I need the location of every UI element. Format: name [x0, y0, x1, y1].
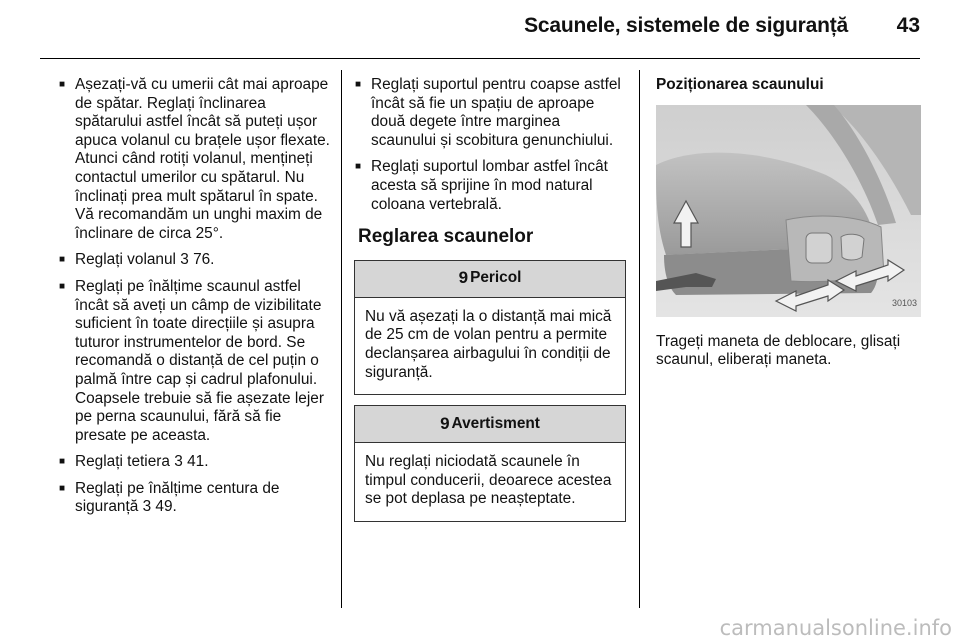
list-item: ■ Așezați-vă cu umerii cât mai aproape de spătar. Reglați înclinarea spătarului astfel încât să puteți ușor apuca volanul cu brațele ușor flexate. Atunci când rotiți volanul, mențineți contactul umerilor cu spătarul. Nu înclinați prea mult spătarul în spate. Vă recomandăm un unghi maxim de înclinare de circa 25°. — [58, 76, 330, 243]
danger-box — [354, 260, 626, 395]
seat-illustration-icon — [656, 105, 921, 317]
list-item: ■ Reglați pe înălțime centura de siguranță 3 49. — [58, 480, 330, 517]
danger-box-title-text: Pericol — [470, 269, 522, 287]
seat-adjustment-illustration — [656, 105, 921, 317]
column-divider-1 — [341, 70, 342, 608]
column-3 — [656, 76, 922, 370]
watermark: carmanualsonline.info — [719, 616, 952, 640]
section-heading: Reglarea scaunelor — [358, 226, 534, 248]
list-item: ■ Reglați suportul lombar astfel încât acesta să sprijine în mod natural coloana vertebrală. — [354, 158, 626, 214]
danger-box-text: Nu vă așezați la o distanță mai mică de 25 cm de volan pentru a permite declanșarea airbagului în condiții de siguranță. — [365, 307, 612, 381]
figure-caption: Trageți maneta de deblocare, glisați scaunul, eliberați maneta. — [656, 332, 901, 369]
bullet-list — [58, 76, 330, 517]
figure-label: 30103 — [891, 298, 917, 308]
bullet-list — [354, 76, 626, 214]
header-rule — [40, 58, 920, 59]
warning-icon: 9 — [440, 413, 450, 433]
column-2 — [354, 76, 626, 532]
list-item: ■ Reglați pe înălțime scaunul astfel încât să aveți un câmp de vizibilitate suficient în toate direcțiile și asupra tuturor instrumentelor de bord. Se recomandă o distanță de cel puțin o palmă între cap și cadrul plafonului. Coapsele trebuie să fie așezate lejer pe perna scaunului, fără să fie presate pe aceasta. — [58, 278, 330, 445]
warning-box-title — [355, 406, 625, 443]
list-item: ■ Reglați volanul 3 76. — [58, 251, 330, 270]
column-1 — [58, 76, 330, 525]
warning-box-text: Nu reglați niciodată scaunele în timpul conducerii, deoarece acestea se pot deplasa pe neașteptate. — [365, 453, 612, 508]
warning-icon: 9 — [458, 268, 469, 288]
warning-box — [354, 405, 626, 522]
column-divider-2 — [639, 70, 640, 608]
danger-box-title — [355, 261, 625, 298]
list-item: ■ Reglați tetiera 3 41. — [58, 453, 330, 472]
header-title: Scaunele, sistemele de siguranță — [524, 14, 848, 37]
page-number: 43 — [896, 14, 920, 37]
list-item: ■ Reglați suportul pentru coapse astfel încât să fie un spațiu de aproape două degete între marginea scaunului și scobitura genunchiului. — [354, 76, 626, 150]
warning-box-title-text: Avertisment — [451, 414, 540, 432]
section-heading: Poziționarea scaunului — [656, 76, 824, 93]
